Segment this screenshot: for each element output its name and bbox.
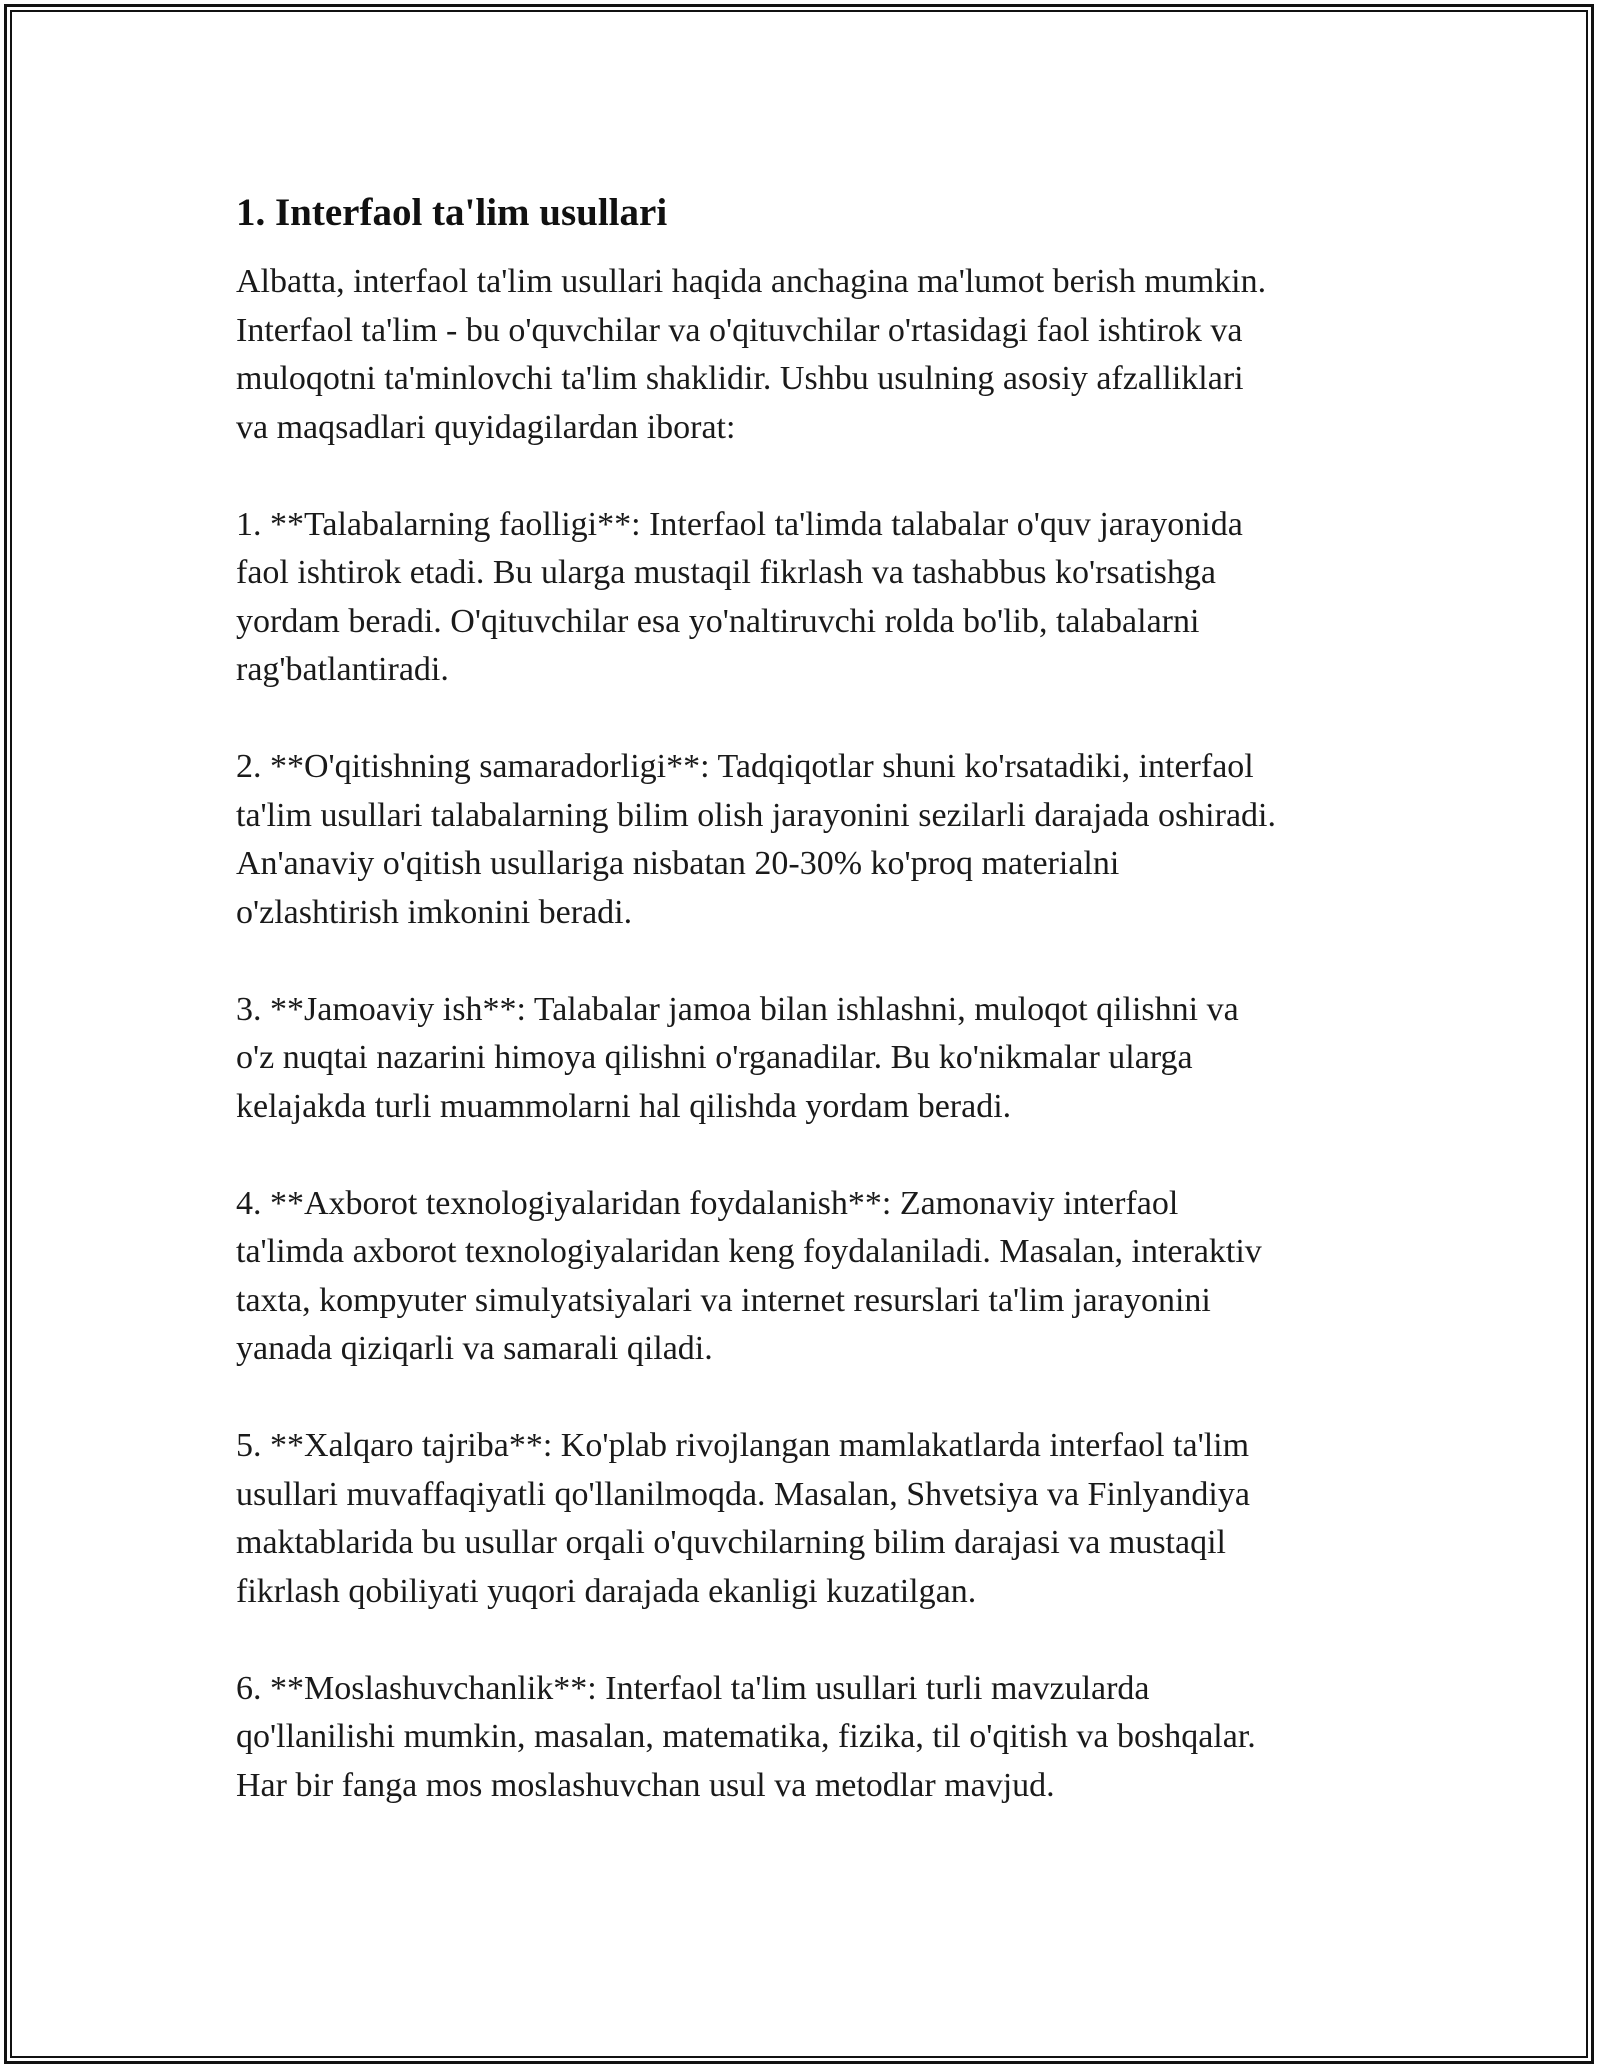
- paragraph-gap: [236, 1374, 1366, 1423]
- paragraph-gap: [236, 1616, 1366, 1665]
- list-item: 1. **Talabalarning faolligi**: Interfaol ta'limda talabalar o'quv jarayonida faol ishtirok etadi. Bu ularga mustaqil fikrlash va tashabbus ko'rsatishga yordam beradi. O'qituvchilar esa yo'naltiruvchi rolda bo'lib, talabalarni rag'batlantiradi.: [236, 505, 1243, 688]
- intro-paragraph: Albatta, interfaol ta'lim usullari haqida anchagina ma'lumot berish mumkin. Interfaol ta'lim - bu o'quvchilar va o'qituvchilar o'rtasidagi faol ishtirok va muloqotni ta'minlovchi ta'lim shaklidir. Ushbu usulning asosiy afzalliklari va maqsadlari quyidagilardan iborat:: [236, 263, 1267, 446]
- paragraph-gap: [236, 1131, 1366, 1180]
- list-item: 6. **Moslashuvchanlik**: Interfaol ta'lim usullari turli mavzularda qo'llanilishi mumkin, masalan, matematika, fizika, til o'qitish va boshqalar. Har bir fanga mos moslashuvchan usul va metodlar mavjud.: [236, 1669, 1256, 1804]
- list-item: 4. **Axborot texnologiyalaridan foydalanish**: Zamonaviy interfaol ta'limda axborot texnologiyalaridan keng foydalaniladi. Masalan, interaktiv taxta, kompyuter simulyatsiyalari va internet resurslari ta'lim jarayonini yanada qiziqarli va samarali qiladi.: [236, 1184, 1262, 1367]
- section-heading: 1. Interfaol ta'lim usullari: [236, 191, 668, 234]
- list-item: 2. **O'qitishning samaradorligi**: Tadqiqotlar shuni ko'rsatadiki, interfaol ta'lim usullari talabalarning bilim olish jarayonini sezilarli darajada oshiradi. An'anaviy o'qitish usullariga nisbatan 20-30% ko'proq materialni o'zlashtirish imkonini beradi.: [236, 748, 1276, 931]
- list-item: 3. **Jamoaviy ish**: Talabalar jamoa bilan ishlashni, muloqot qilishni va o'z nuqtai nazarini himoya qilishni o'rganadilar. Bu ko'nikmalar ularga kelajakda turli muammolarni hal qilishda yordam beradi.: [236, 990, 1239, 1125]
- paragraph-gap: [236, 695, 1366, 744]
- document-body: [236, 186, 1366, 1810]
- list-item: 5. **Xalqaro tajriba**: Ko'plab rivojlangan mamlakatlarda interfaol ta'lim usullari muvaffaqiyatli qo'llanilmoqda. Masalan, Shvetsiya va Finlyandiya maktablarida bu usullar orqali o'quvchilarning bilim darajasi va mustaqil fikrlash qobiliyati yuqori darajada ekanligi kuzatilgan.: [236, 1427, 1250, 1610]
- paragraph-gap: [236, 452, 1366, 501]
- paragraph-gap: [236, 937, 1366, 986]
